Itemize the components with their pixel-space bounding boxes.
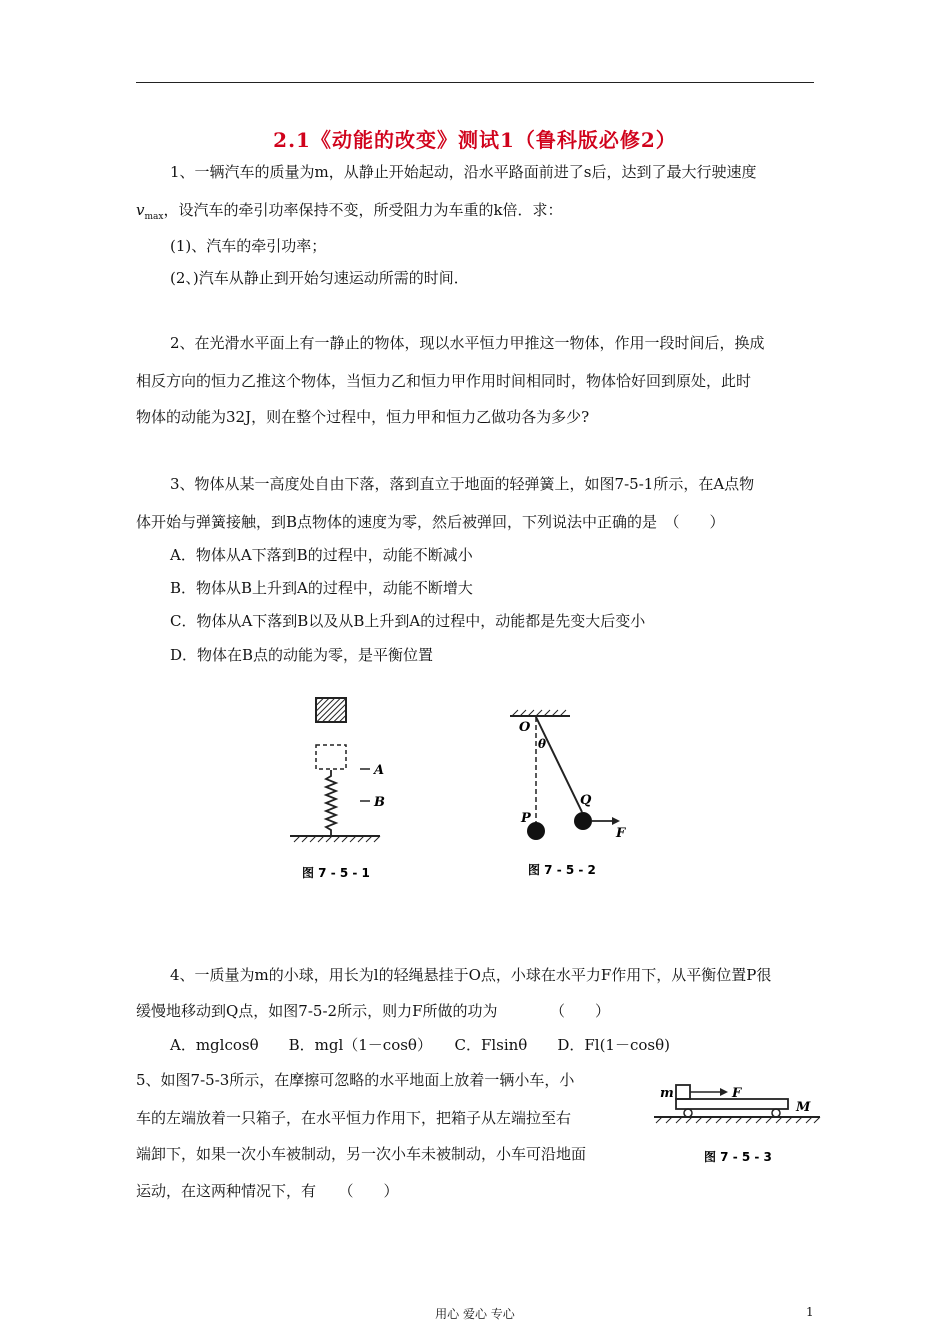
ball-q [574,812,592,830]
q3-option-c: C．物体从A下落到B以及从B上升到A的过程中，动能都是先变大后变小 [170,612,646,630]
dashed-block [316,745,346,769]
label-f: F [732,1086,742,1101]
label-q: Q [580,793,592,808]
cart-wheel-left [684,1109,692,1117]
q1-sub2: (2、)汽车从静止到开始匀速运动所需的时间． [170,269,469,287]
box-m [676,1085,690,1099]
label-o: O [519,720,531,735]
figure-7-5-1 [280,690,400,890]
q3-line1: 3、物体从某一高度处自由下落，落到直立于地面的轻弹簧上，如图7-5-1所示，在A点物 [170,475,755,493]
figure-7-5-3-caption: 图 7 - 5 - 3 [704,1150,772,1164]
q2-line1: 2、在光滑水平面上有一静止的物体，现以水平恒力甲推这一物体，作用一段时间后，换成 [170,334,765,352]
q1-line2 [136,200,563,227]
footer-slogan: 用心 爱心 专心 [435,1307,515,1321]
q1-line2-rest: ，设汽车的牵引功率保持不变，所受阻力为车重的k倍．求： [163,201,563,219]
label-p: P [521,811,531,826]
deflected-rope [536,717,582,812]
q3-option-b: B．物体从B上升到A的过程中，动能不断增大 [170,579,473,597]
label-b: B [374,795,385,810]
q5-line1: 5、如图7-5-3所示，在摩擦可忽略的水平地面上放着一辆小车，小 [136,1071,575,1089]
q5-line2: 车的左端放着一只箱子，在水平恒力作用下，把箱子从左端拉至右 [136,1109,572,1127]
label-big-m: M [796,1100,811,1115]
falling-block [316,698,346,722]
label-f: F [616,826,626,841]
figure-7-5-2-caption: 图 7 - 5 - 2 [528,863,596,877]
label-a: A [374,763,385,778]
q1-vmax: v [136,201,145,219]
label-m: m [660,1086,674,1101]
label-theta: θ [538,737,547,751]
q1-line1: 1、一辆汽车的质量为m，从静止开始起动，沿水平路面前进了s后，达到了最大行驶速度 [170,163,757,181]
q3-line2: 体开始与弹簧接触，到B点物体的速度为零，然后被弹回，下列说法中正确的是 （ ） [136,513,725,531]
q2-line2: 相反方向的恒力乙推这个物体，当恒力乙和恒力甲作用时间相同时，物体恰好回到原处，此时 [136,372,752,390]
q1-vmax-sub: max [144,212,164,222]
spring [326,770,336,836]
q4-options: A．mglcosθ B．mgl（1－cosθ） C．Flsinθ D．Fl(1－cosθ) [170,1036,670,1054]
q4-line1: 4、一质量为m的小球，用长为l的轻绳悬挂于O点，小球在水平力F作用下，从平衡位置P很 [170,966,772,984]
document-title: 2.1《动能的改变》测试1（鲁科版必修2） [273,128,677,152]
q5-line3: 端卸下，如果一次小车被制动，另一次小车未被制动，小车可沿地面 [136,1145,587,1163]
q4-line2: 缓慢地移动到Q点，如图7-5-2所示，则力F所做的功为 （ ） [136,1002,610,1020]
q5-line4: 运动，在这两种情况下，有 （ ） [136,1182,399,1200]
q3-option-a: A．物体从A下落到B的过程中，动能不断减小 [170,546,473,564]
page-number: 1 [806,1305,814,1319]
figure-7-5-2 [500,700,640,885]
q3-option-d: D．物体在B点的动能为零，是平衡位置 [170,646,434,664]
figure-7-5-1-caption: 图 7 - 5 - 1 [302,866,370,880]
figure-7-5-3 [650,1075,825,1175]
q2-line3: 物体的动能为32J，则在整个过程中，恒力甲和恒力乙做功各为多少? [136,408,590,426]
q1-sub1: (1)、汽车的牵引功率； [170,237,327,255]
cart-wheel-right [772,1109,780,1117]
header-rule [136,82,814,83]
